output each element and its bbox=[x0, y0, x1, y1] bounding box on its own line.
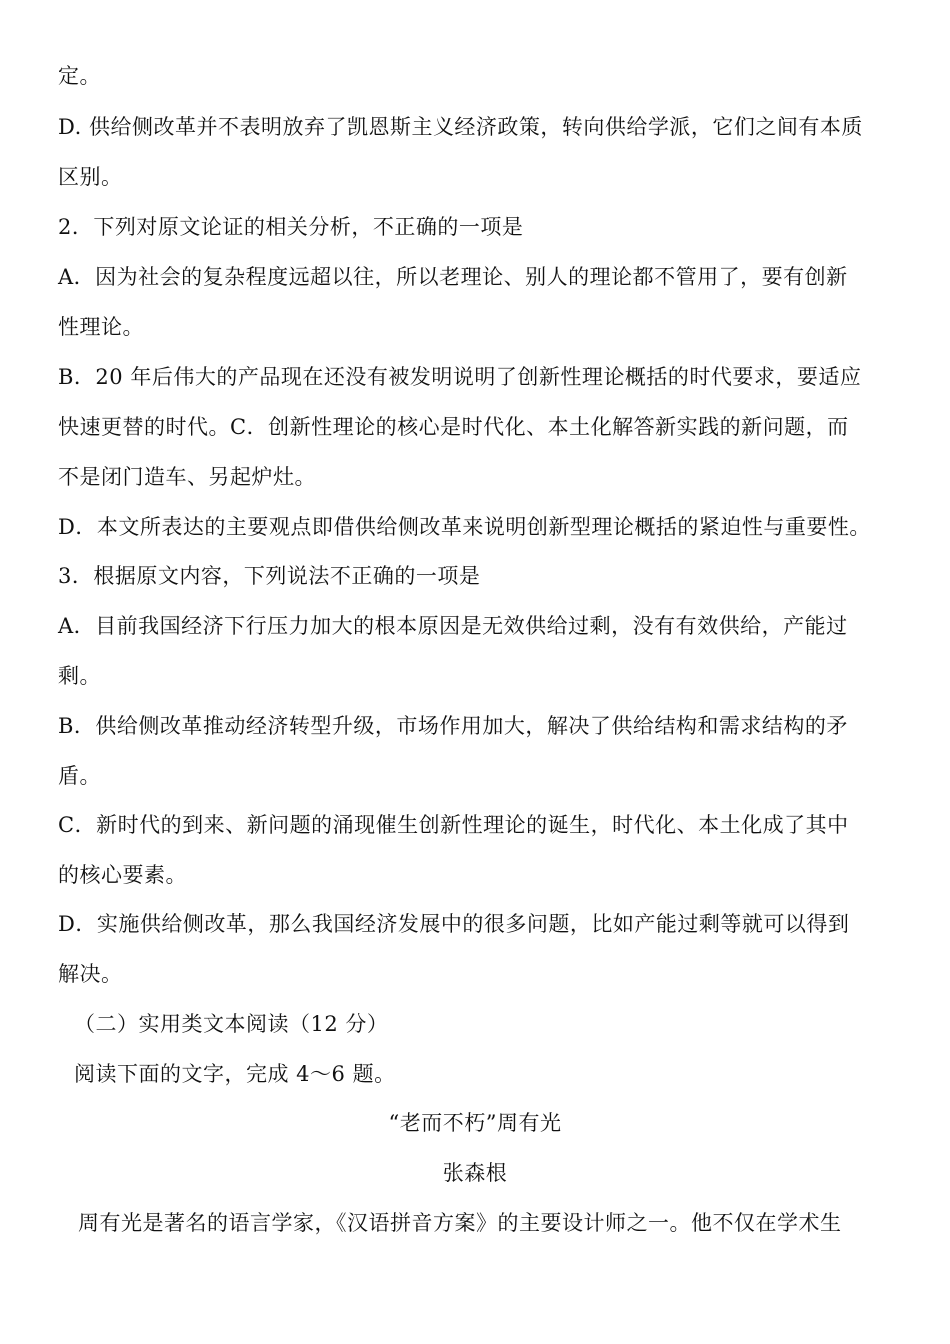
article-author: 张森根 bbox=[442, 1161, 508, 1185]
question-2-option-a: A．因为社会的复杂程度远超以往，所以老理论、别人的理论都不管用了，要有创新 bbox=[58, 265, 848, 289]
text-line-2: D. 供给侧改革并不表明放弃了凯恩斯主义经济政策，转向供给学派，它们之间有本质 bbox=[58, 115, 863, 139]
question-3-option-c: C．新时代的到来、新问题的涌现催生创新性理论的诞生，时代化、本土化成了其中 bbox=[58, 813, 849, 837]
text-line-13: 剩。 bbox=[58, 664, 101, 688]
question-2-option-d: D．本文所表达的主要观点即借供给侧改革来说明创新型理论概括的紧迫性与重要性。 bbox=[58, 515, 871, 539]
text-line-15: 盾。 bbox=[58, 764, 101, 788]
text-line-9: 不是闭门造车、另起炉灶。 bbox=[58, 465, 316, 489]
question-3-option-d: D．实施供给侧改革，那么我国经济发展中的很多问题，比如产能过剩等就可以得到 bbox=[58, 912, 850, 936]
question-2-option-b-c: 快速更替的时代。C．创新性理论的核心是时代化、本土化解答新实践的新问题，而 bbox=[58, 415, 849, 439]
question-3-option-b: B．供给侧改革推动经济转型升级，市场作用加大，解决了供给结构和需求结构的矛 bbox=[58, 714, 848, 738]
text-line-6: 性理论。 bbox=[58, 315, 144, 339]
reading-instruction: 阅读下面的文字，完成 4～6 题。 bbox=[74, 1062, 396, 1086]
article-title: “老而不朽”周有光 bbox=[388, 1111, 562, 1135]
text-line-17: 的核心要素。 bbox=[58, 863, 187, 887]
text-line-3: 区别。 bbox=[58, 165, 123, 189]
article-paragraph-1: 周有光是著名的语言学家，《汉语拼音方案》的主要设计师之一。他不仅在学术生 bbox=[78, 1211, 842, 1235]
text-line-19: 解决。 bbox=[58, 962, 123, 986]
question-2-option-b: B．20 年后伟大的产品现在还没有被发明说明了创新性理论概括的时代要求，要适应 bbox=[58, 365, 862, 389]
question-3-stem: 3．根据原文内容，下列说法不正确的一项是 bbox=[58, 564, 481, 588]
question-2-stem: 2．下列对原文论证的相关分析，不正确的一项是 bbox=[58, 215, 524, 239]
section-heading: （二）实用类文本阅读（12 分） bbox=[74, 1012, 389, 1036]
text-line-1: 定。 bbox=[58, 64, 101, 88]
question-3-option-a: A．目前我国经济下行压力加大的根本原因是无效供给过剩，没有有效供给，产能过 bbox=[58, 614, 848, 638]
